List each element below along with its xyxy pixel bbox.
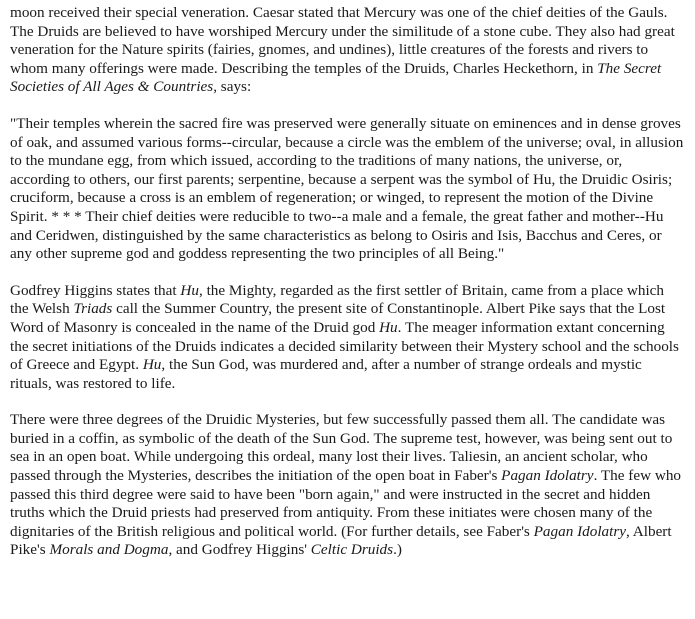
text-span: Godfrey Higgins states that [10, 281, 181, 299]
book-title: Celtic Druids [310, 541, 394, 559]
deity-name: Hu [142, 356, 162, 374]
book-title: Triads [73, 300, 113, 318]
book-title: Pagan Idolatry [533, 522, 627, 540]
deity-name: Hu [379, 318, 398, 336]
paragraph-hu-the-mighty [10, 282, 685, 394]
book-title: Morals and Dogma [49, 541, 169, 559]
book-title: The Secret Societies of All Ages & Countries [10, 59, 662, 96]
text-span: .) [393, 541, 402, 559]
paragraph-three-degrees [10, 411, 685, 560]
book-title: Pagan Idolatry [501, 467, 594, 485]
text-span: , Albert Pike's [10, 522, 672, 559]
text-span: , says: [213, 78, 252, 96]
text-span: moon received their special veneration. Caesar stated that Mercury was one of the chief deities of the Gauls. The Druids are believed to have worshiped Mercury under the similitude of a stone cube. They also had great veneration for the Nature spirits (fairies, gnomes, and undines), little creatures of the forests and rivers to whom many offerings were made. Describing the temples of the Druids, Charles Heckethorn, in [10, 4, 675, 77]
deity-name: Hu [180, 281, 199, 299]
text-span: There were three degrees of the Druidic Mysteries, but few successfully passed them all. The candidate was buried in a coffin, as symbolic of the death of the Sun God. The supreme test, however, was being sent out to sea in an open boat. While undergoing this ordeal, many lost their lives. Taliesin, an ancient scholar, who passed through the Mysteries, describes the initiation of the open boat in Faber's [10, 411, 673, 485]
paragraph-druid-deities [10, 4, 685, 97]
text-span: , and Godfrey Higgins' [168, 541, 311, 559]
text-span: , the Sun God, was murdered and, after a number of strange ordeals and mystic rituals, was restored to life. [10, 356, 642, 392]
block-quote-text: "Their temples wherein the sacred fire was preserved were generally situate on eminences and in dense groves of oak, and assumed various forms--circular, because a circle was the emblem of the universe; oval, in allusion to the mundane egg, from which issued, according to the traditions of many nations, the universe, or, according to others, our first parents; serpentine, because a serpent was the symbol of Hu, the Druidic Osiris; cruciform, because a cross is an emblem of regeneration; or winged, to represent the motion of the Divine Spirit. * * * Their chief deities were reducible to two--a male and a female, the great father and mother--Hu and Ceridwen, distinguished by the same characteristics as belong to Osiris and Isis, Bacchus and Ceres, or any other supreme god and goddess representing the two principles of all Being." [10, 114, 684, 263]
paragraph-temples-quote [10, 115, 685, 264]
text-span: , the Mighty, regarded as the first settler of Britain, came from a place which the Welsh [10, 281, 665, 318]
text-span: call the Summer Country, the present site of Constantinople. Albert Pike says that the Lost Word of Masonry is concealed in the name of the Druid god [10, 300, 666, 336]
text-span: . The meager information extant concerning the secret initiations of the Druids indicates a decided similarity between their Mystery school and the schools of Greece and Egypt. [10, 318, 679, 374]
text-span: . The few who passed this third degree were said to have been "born again," and were instructed in the secret and hidden truths which the Druid priests had preserved from antiquity. From these initiates were chosen many of the dignitaries of the British religious and political world. (For further details, see Faber's [10, 467, 682, 540]
